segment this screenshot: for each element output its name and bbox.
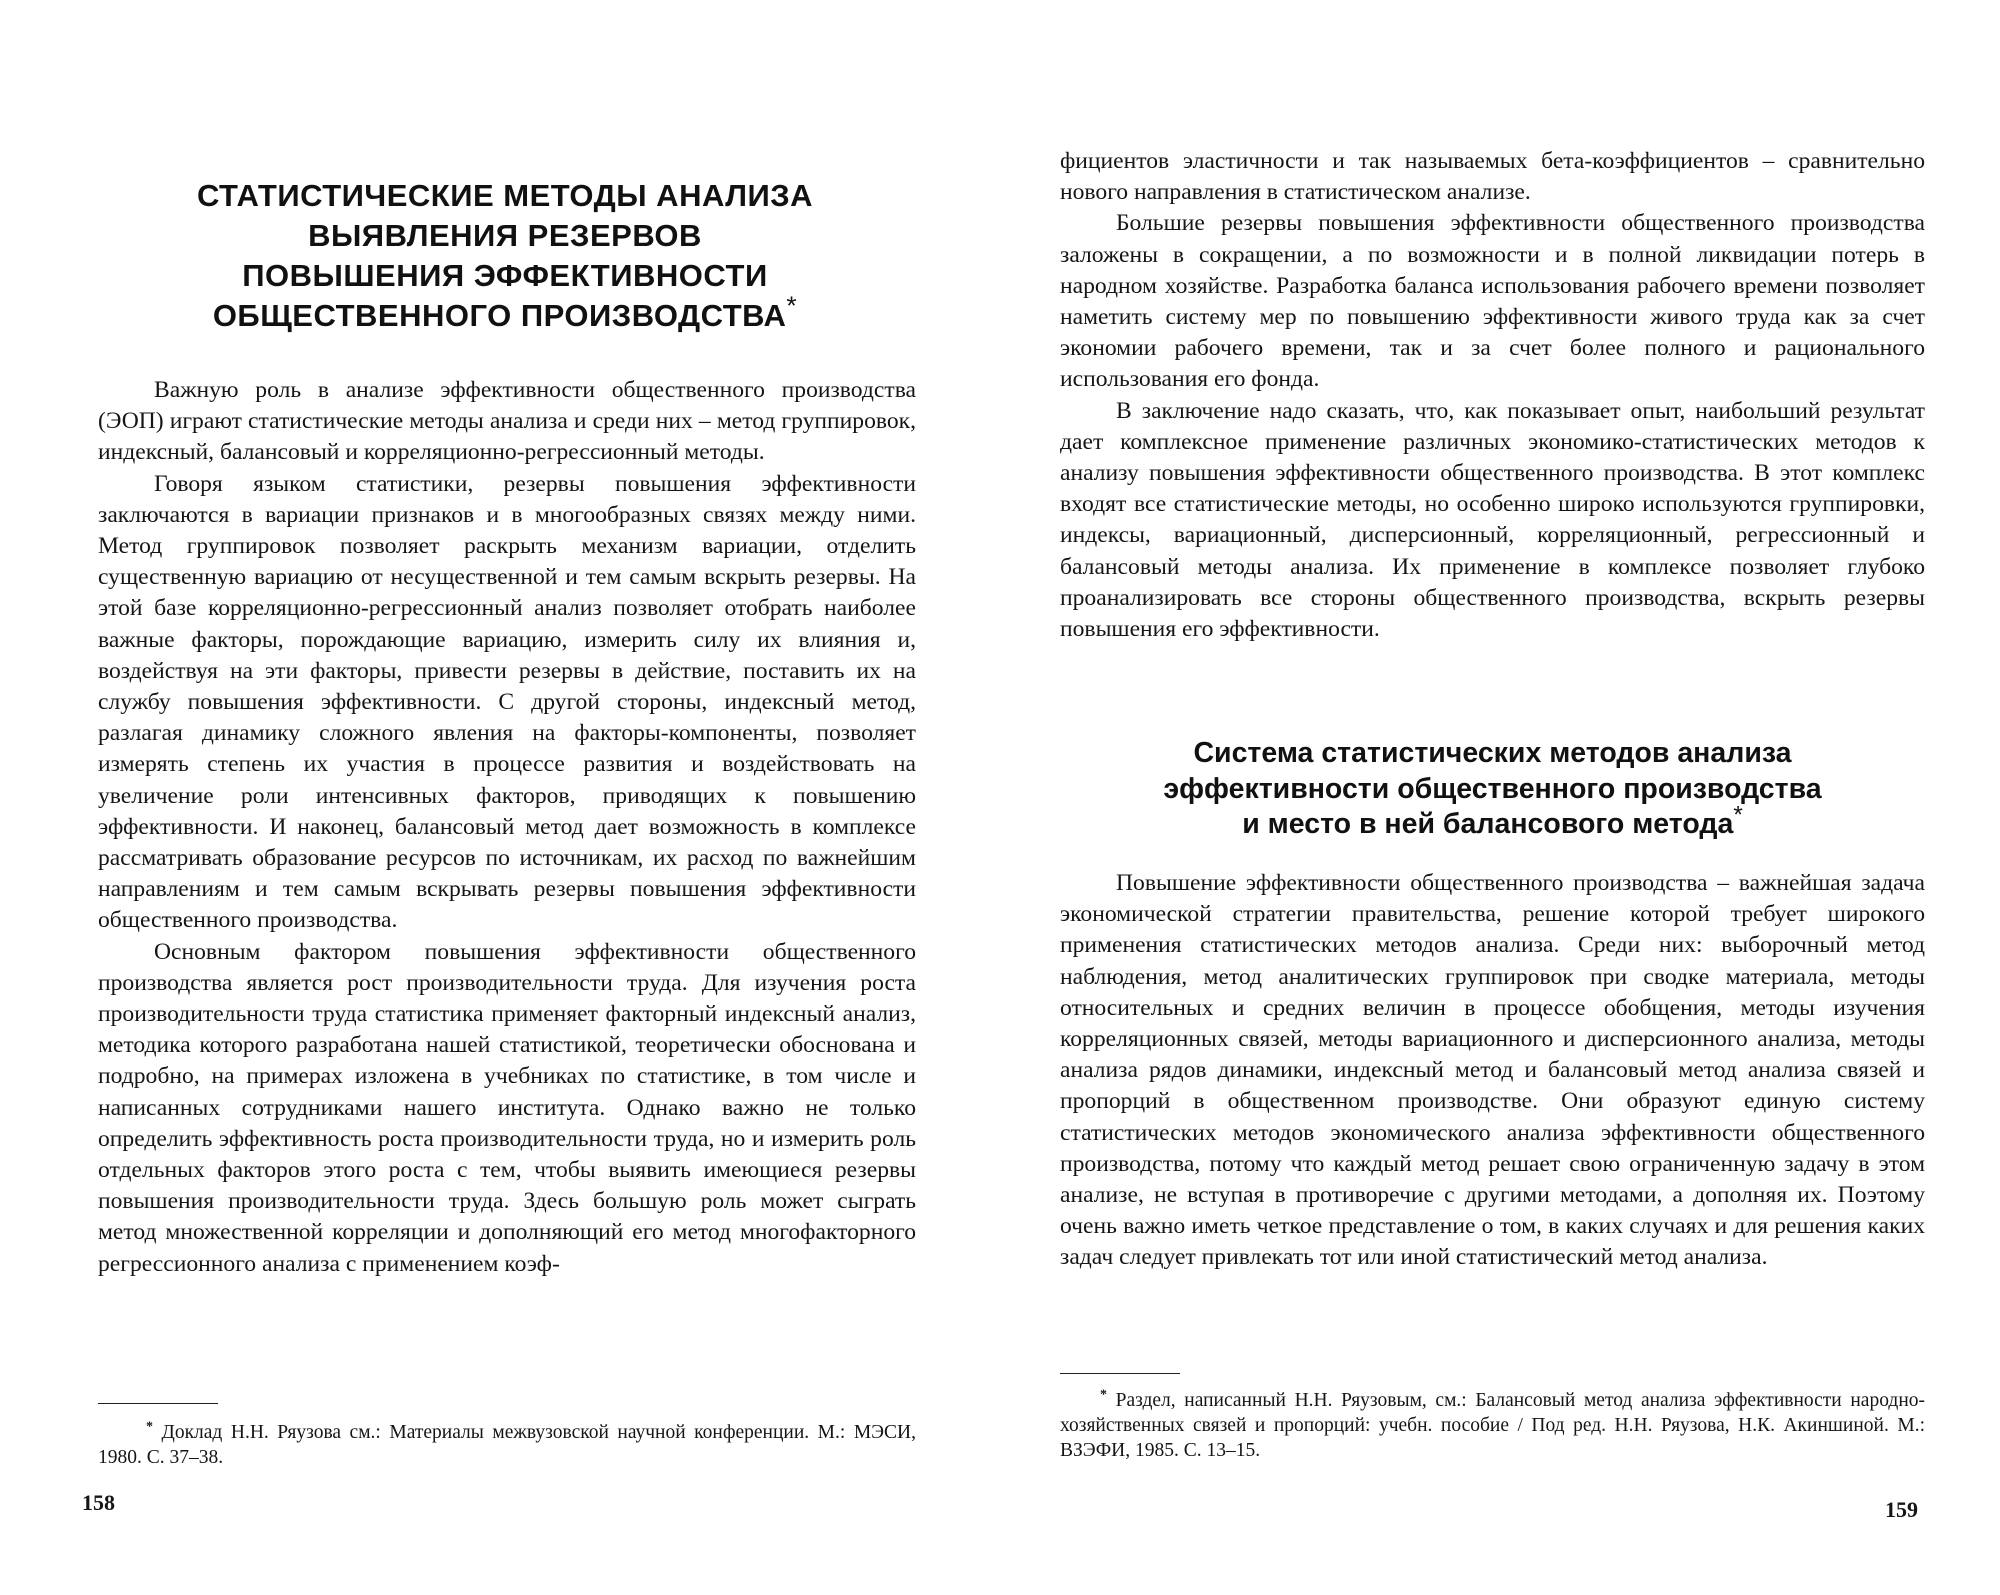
footnote	[1060, 1388, 1925, 1463]
chapter-title	[90, 176, 920, 336]
section-title-line: Система статистических методов анализа	[1193, 737, 1792, 769]
chapter-title-line	[90, 290, 920, 336]
chapter-title-line: ПОВЫШЕНИЯ ЭФФЕКТИВНОСТИ	[242, 258, 768, 293]
paragraph: Важную роль в анализе эффективности общественного производства (ЭОП) играют статистические методы анализа и среди них – метод группировок, индексный, балансовый и корреляционно-регрессионный методы.	[98, 377, 916, 466]
footnote	[98, 1420, 916, 1470]
footnote-mark: *	[146, 1419, 153, 1435]
section-title-line: эффективности общественного производства	[1163, 772, 1822, 805]
footnote-marker: *	[1733, 801, 1743, 829]
right-page	[1000, 0, 2000, 1595]
paragraph: Основным фактором повышения эффективности общественного производства является рост производительности труда. Для изучения роста производительности труда статистика применяет факторный индексный анализ, методика которого разработана нашей статистикой, теоретически обоснована и подробно, на примерах изложена в учебниках по статистике, в том числе и написанных сотрудниками нашего института. Однако важно не только определить эффективность роста производительности труда, но и измерить роль отдельных факторов этого роста с тем, чтобы выявить имеющиеся резервы повышения производительности труда. Здесь большую роль может сыграть метод множественной корреляции и дополняющий его метод многофакторного регрессионного анализа с применением коэф-	[98, 938, 916, 1277]
footnote-text: Доклад Н.Н. Ряузова см.: Материалы межвузовской научной конференции. М.: МЭСИ, 1980. С. 37–38.	[98, 1422, 916, 1468]
section-title-line-text: и место в ней балансового метода	[1242, 808, 1734, 840]
paragraph: Говоря языком статистики, резервы повышения эффективности заключаются в вариации признаков и в многообразных связях между ними. Метод группировок позволяет раскрыть механизм вариации, отделить существенную вариацию от несущественной и тем самым вскрыть резервы. На этой базе корреляционно-регрессионный анализ позволяет отобрать наиболее важные факторы, порождающие вариацию, измерить силу их влияния и, воздействуя на эти факторы, привести резервы в действие, поставить их на службу повышения эффективности. С другой стороны, индексный метод, разлагая динамику сложного явления на факторы-компоненты, позволяет измерять степень их участия в процессе развития и воздействовать на увеличение роли интенсивных факторов, приводящих к повышению эффективности. И наконец, балансовый метод дает возможность в комплексе рассматривать образование ресурсов по источникам, их расход по важнейшим направлениям и тем самым вскрывать резервы повышения эффективности общественного производства.	[98, 470, 916, 934]
paragraph: Большие резервы повышения эффективности общественного производства заложены в сокращении, а по возможности и в полной ликвидации потерь в народном хозяйстве. Разработка баланса использования рабочего времени позволяет наметить систему мер по повышению эффективности живого труда как за счет экономии рабочего времени, так и за счет более полного и рационального использования его фонда.	[1060, 210, 1925, 393]
section-title-line	[1040, 801, 1945, 843]
chapter-title-line: СТАТИСТИЧЕСКИЕ МЕТОДЫ АНАЛИЗА	[196, 178, 814, 213]
footnote-mark: *	[1100, 1387, 1107, 1403]
footnote-marker: *	[786, 290, 798, 321]
footnote-divider	[98, 1403, 218, 1404]
paragraph: Повышение эффективности общественного производства – важнейшая задача экономической стратегии правительства, решение которой требует широкого применения статистических методов анализа. Среди них: выборочный метод наблюдения, метод аналитических группировок при сводке материала, методы относительных и средних величин в процессе обобщения, методы изучения корреляционных связей, методы вариационного и дисперсионного анализа, методы анализа рядов динамики, индексный метод и балансовый метод анализа связей и пропорций в общественном производстве. Они образуют единую систему статистических методов экономического анализа эффективности общественного производства, потому что каждый метод решает свою ограниченную задачу в этом анализе, не вступая в противоречие с другими методами, а дополняя их. Поэтому очень важно иметь четкое представление о том, в каких случаях и для решения каких задач следует привлекать тот или иной статистический метод анализа.	[1060, 870, 1925, 1271]
page-number: 159	[1885, 1497, 1918, 1522]
footnote-text: Раздел, написанный Н.Н. Ряузовым, см.: Балансовый метод анализа эффективности народно-хозяйственных связей и пропорций: учебн. пособие / Под ред. Н.Н. Ряузова, Н.К. Акиншиной. М.: ВЗЭФИ, 1985. С. 13–15.	[1060, 1390, 1925, 1461]
left-body-text	[98, 375, 916, 1280]
chapter-title-line-text: ОБЩЕСТВЕННОГО ПРОИЗВОДСТВА	[212, 298, 787, 333]
page-number: 158	[82, 1490, 115, 1515]
section-title	[1040, 736, 1945, 843]
paragraph: В заключение надо сказать, что, как показывает опыт, наибольший результат дает комплексное применение различных экономико-статистических методов к анализу повышения эффективности общественного производства. В этот комплекс входят все статистические методы, но особенно широко используются группировки, индексы, вариационный, дисперсионный, корреляционный, регрессионный и балансовый методы анализа. Их применение в комплексе позволяет глубоко проанализировать все стороны общественного производства, вскрыть резервы повышения его эффективности.	[1060, 397, 1925, 643]
right-body-text-bottom	[1060, 868, 1925, 1274]
footnote-divider	[1060, 1373, 1180, 1374]
paragraph: фициентов эластичности и так называемых бета-коэффициентов – сравнительно нового направления в статистическом анализе.	[1060, 148, 1925, 206]
chapter-title-line: ВЫЯВЛЕНИЯ РЕЗЕРВОВ	[308, 218, 702, 253]
right-body-text-top	[1060, 146, 1925, 645]
